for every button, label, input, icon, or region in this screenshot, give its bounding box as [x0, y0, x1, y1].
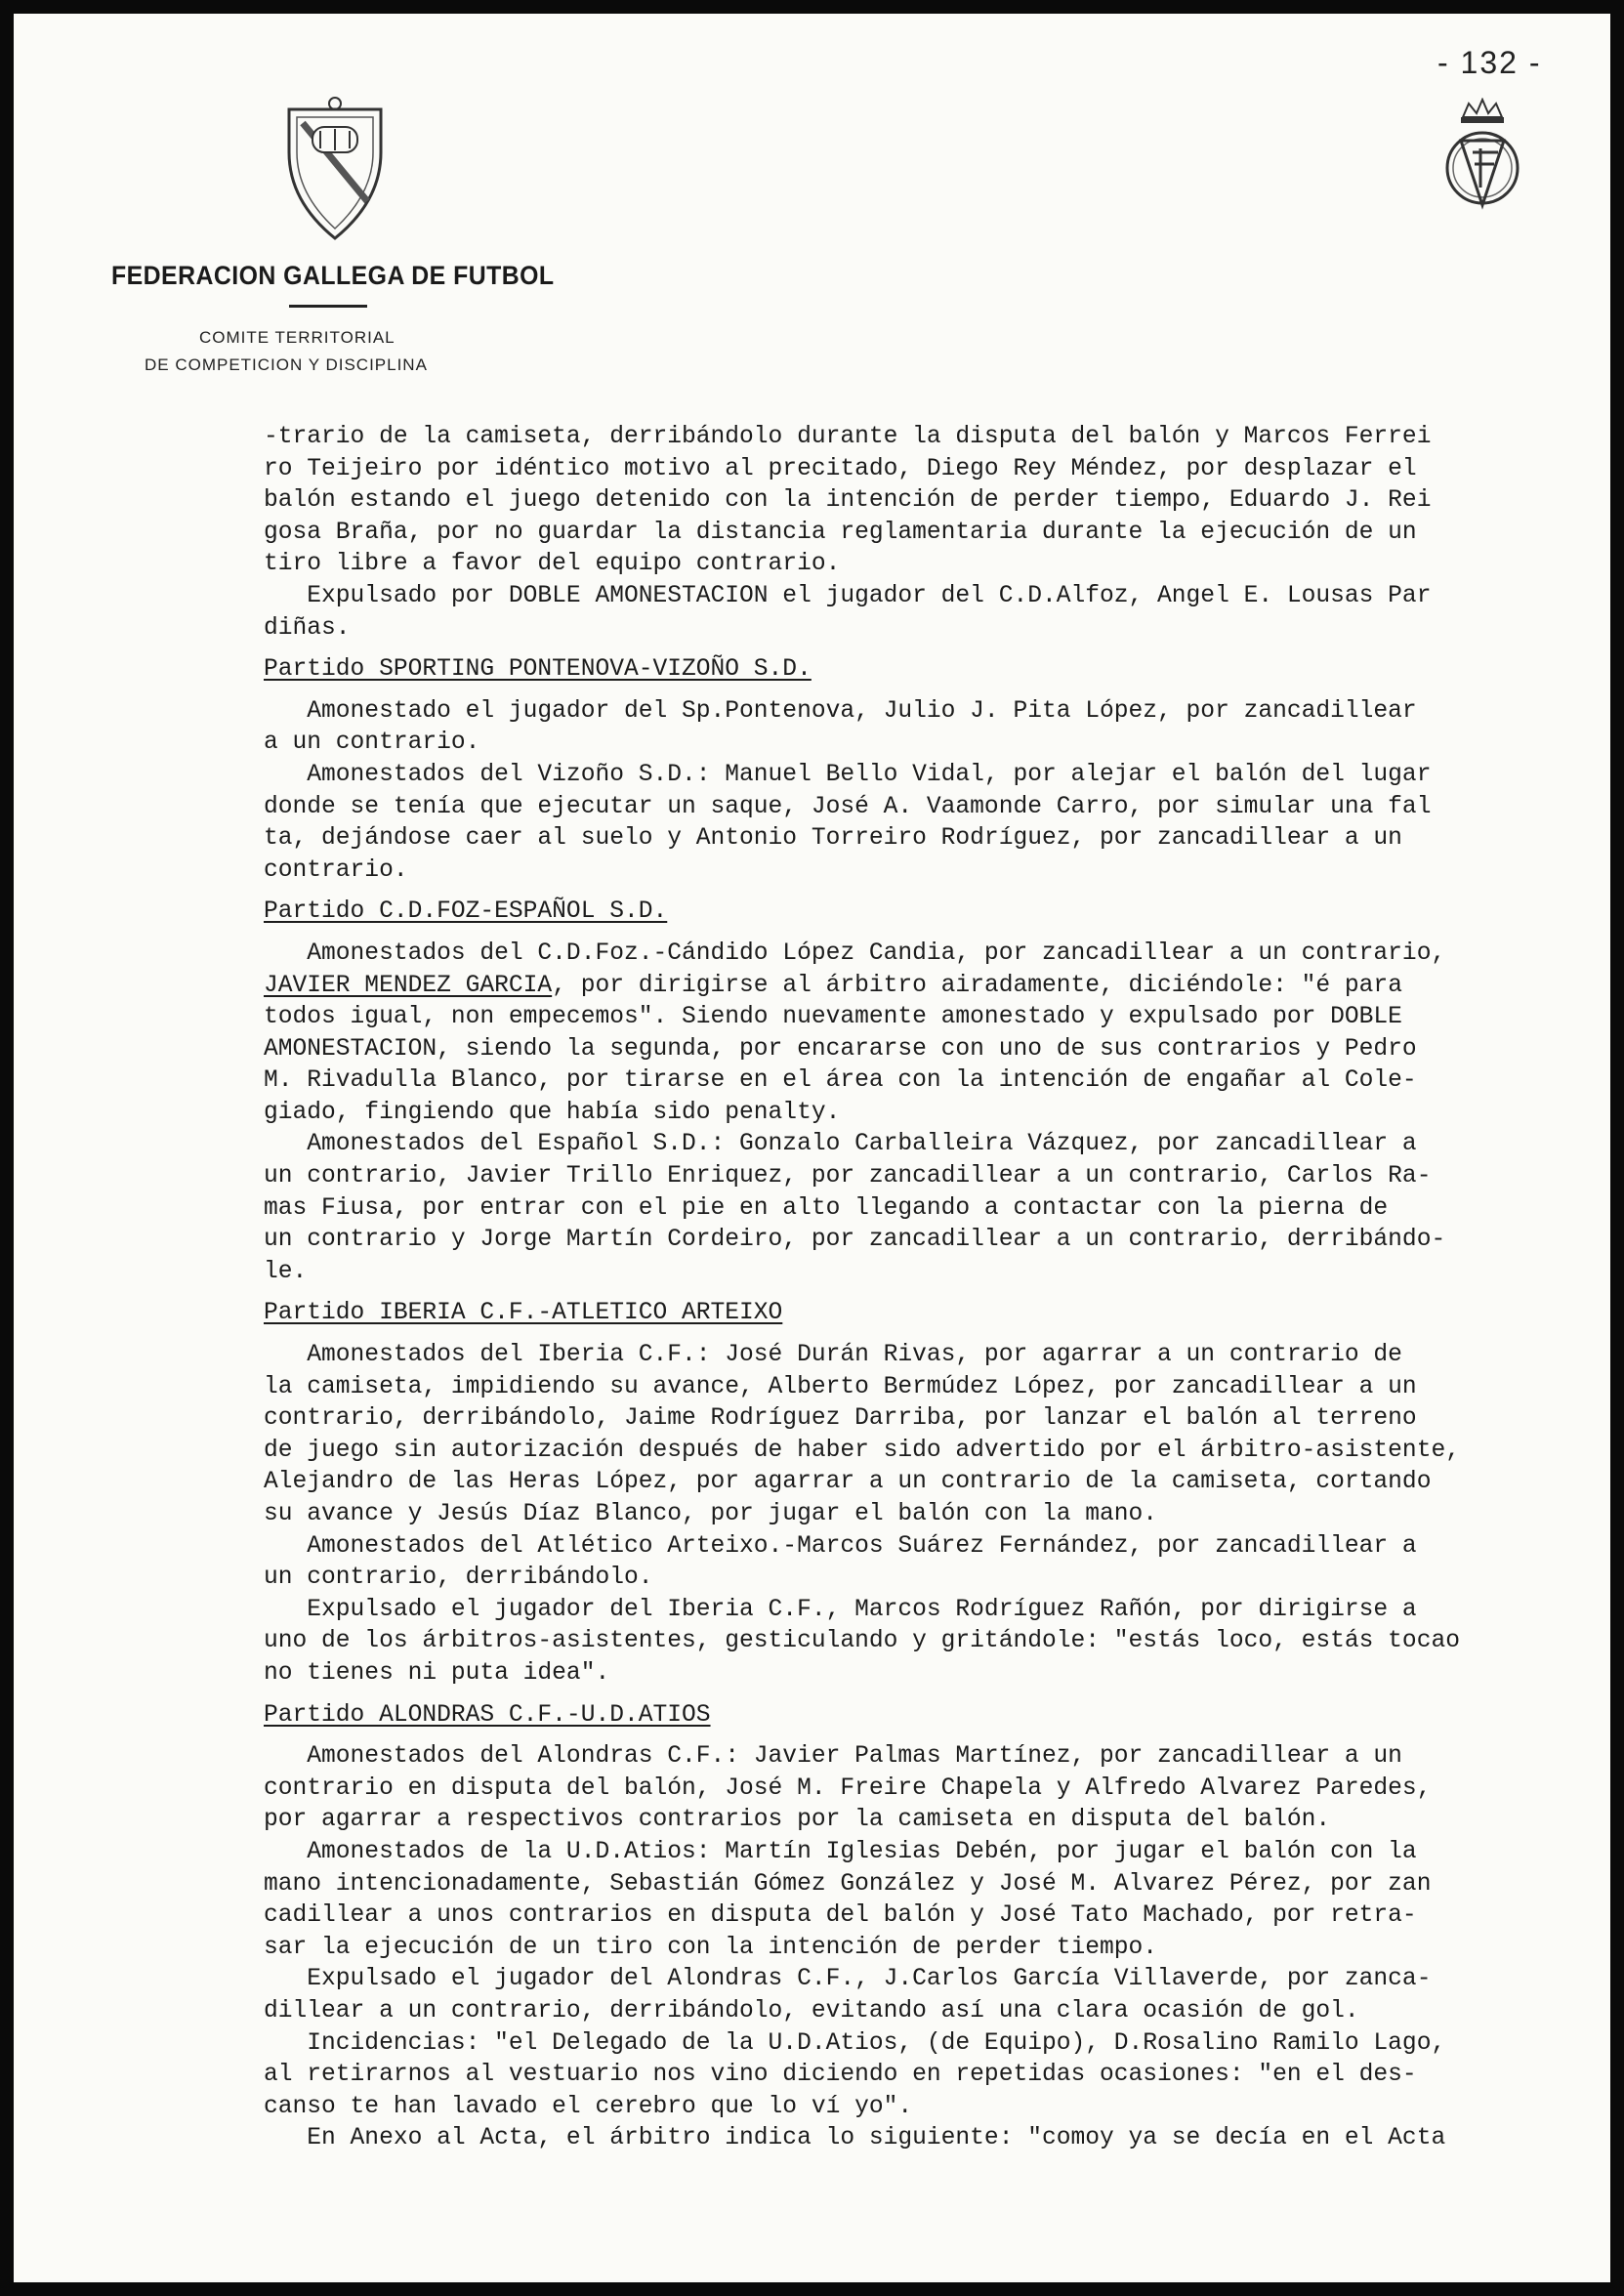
text-line: ro Teijeiro por idéntico motivo al precitado, Diego Rey Méndez, por desplazar el — [264, 455, 1417, 482]
match-heading-text: Partido SPORTING PONTENOVA-VIZOÑO S.D. — [264, 656, 812, 684]
text-line: a un contrario. — [264, 730, 480, 757]
text-line: Expulsado el jugador del Alondras C.F., J.Carlos García Villaverde, por zanca- — [264, 1966, 1432, 1993]
text-line: un contrario, Javier Trillo Enriquez, por zancadillear a un contrario, Carlos Ra- — [264, 1163, 1432, 1190]
committee-line-1: COMITE TERRITORIAL — [199, 328, 396, 347]
text-line: balón estando el juego detenido con la intención de perder tiempo, Eduardo J. Rei — [264, 487, 1432, 515]
text-line: cadillear a unos contrarios en disputa del balón y José Tato Machado, por retra- — [264, 1902, 1417, 1930]
galician-federation-crest-icon — [283, 94, 387, 242]
text-line: un contrario y Jorge Martín Cordeiro, por zancadillear a un contrario, derribándo- — [264, 1227, 1446, 1254]
text-line: donde se tenía que ejecutar un saque, José A. Vaamonde Carro, por simular una fal — [264, 793, 1432, 820]
match-heading-text: Partido ALONDRAS C.F.-U.D.ATIOS — [264, 1701, 711, 1729]
text-line: uno de los árbitros-asistentes, gesticulando y gritándole: "estás loco, estás tocao — [264, 1628, 1460, 1655]
text-line: Amonestados de la U.D.Atios: Martín Iglesias Debén, por jugar el balón con la — [264, 1838, 1417, 1865]
text-line: Incidencias: "el Delegado de la U.D.Atios, (de Equipo), D.Rosalino Ramilo Lago, — [264, 2029, 1446, 2057]
text-line: Alejandro de las Heras López, por agarrar a un contrario de la camiseta, cortando — [264, 1469, 1432, 1496]
text-line: canso te han lavado el cerebro que lo ví yo". — [264, 2093, 913, 2120]
text-line: la camiseta, impidiendo su avance, Alberto Bermúdez López, por zancadillear a un — [264, 1373, 1417, 1400]
text-line: Amonestados del Iberia C.F.: José Durán Rivas, por agarrar a un contrario de — [264, 1342, 1402, 1369]
text-line: En Anexo al Acta, el árbitro indica lo siguiente: "comoy ya se decía en el Acta — [264, 2125, 1446, 2152]
text-line: le. — [264, 1258, 308, 1285]
spanish-federation-crest-icon — [1441, 98, 1523, 215]
text-line: contrario. — [264, 856, 408, 884]
text-line: sar la ejecución de un tiro con la intención de perder tiempo. — [264, 1934, 1158, 1961]
text-line: gosa Braña, por no guardar la distancia reglamentaria durante la ejecución de un — [264, 519, 1417, 546]
text-line: su avance y Jesús Díaz Blanco, por jugar el balón con la mano. — [264, 1501, 1158, 1527]
text-line: Amonestados del Atlético Arteixo.-Marcos Suárez Fernández, por zancadillear a — [264, 1532, 1417, 1560]
text-line: no tienes ni puta idea". — [264, 1659, 610, 1687]
document-body — [264, 422, 1610, 2155]
match-heading — [264, 897, 1610, 929]
match-heading-text: Partido IBERIA C.F.-ATLETICO ARTEIXO — [264, 1300, 783, 1327]
text-line: mano intencionadamente, Sebastián Gómez González y José M. Alvarez Pérez, por zan — [264, 1870, 1432, 1898]
text-fragment: , por dirigirse al árbitro airadamente, diciéndole: "é para — [552, 972, 1402, 999]
text-line: ta, dejándose caer al suelo y Antonio Torreiro Rodríguez, por zancadillear a un — [264, 825, 1402, 853]
committee-line-2: DE COMPETICION Y DISCIPLINA — [145, 355, 428, 374]
text-line: Expulsado el jugador del Iberia C.F., Marcos Rodríguez Rañón, por dirigirse a — [264, 1596, 1417, 1623]
text-line — [264, 971, 1610, 1003]
text-line: Amonestados del Alondras C.F.: Javier Palmas Martínez, por zancadillear a un — [264, 1743, 1402, 1771]
text-line: de juego sin autorización después de haber sido advertido por el árbitro-asistente, — [264, 1437, 1460, 1464]
text-line: AMONESTACION, siendo la segunda, por encararse con uno de sus contrarios y Pedro — [264, 1035, 1417, 1063]
text-line: por agarrar a respectivos contrarios por la camiseta en disputa del balón. — [264, 1807, 1331, 1834]
text-line: Amonestados del Español S.D.: Gonzalo Carballeira Vázquez, por zancadillear a — [264, 1131, 1417, 1158]
title-divider — [289, 305, 367, 308]
text-line: Expulsado por DOBLE AMONESTACION el jugador del C.D.Alfoz, Angel E. Lousas Par — [264, 582, 1432, 609]
text-line: Amonestados del C.D.Foz.-Cándido López Candia, por zancadillear a un contrario, — [264, 939, 1446, 967]
text-line: giado, fingiendo que había sido penalty. — [264, 1099, 841, 1126]
text-line: Amonestado el jugador del Sp.Pontenova, Julio J. Pita López, por zancadillear — [264, 697, 1417, 725]
text-line: Amonestados del Vizoño S.D.: Manuel Bello Vidal, por alejar el balón del lugar — [264, 761, 1432, 788]
text-line: diñas. — [264, 614, 351, 642]
text-line: -trario de la camiseta, derribándolo durante la disputa del balón y Marcos Ferrei — [264, 424, 1432, 450]
document-page — [14, 14, 1610, 2282]
match-heading — [264, 1298, 1610, 1330]
underlined-player-name: JAVIER MENDEZ GARCIA — [264, 972, 553, 999]
page-number: - 132 - — [1437, 45, 1542, 80]
text-line: dillear a un contrario, derribándolo, evitando así una clara ocasión de gol. — [264, 1997, 1359, 2025]
match-heading — [264, 654, 1610, 687]
text-line: contrario, derribándolo, Jaime Rodríguez Darriba, por lanzar el balón al terreno — [264, 1405, 1417, 1433]
text-line: contrario en disputa del balón, José M. Freire Chapela y Alfredo Alvarez Paredes, — [264, 1774, 1432, 1802]
text-line: M. Rivadulla Blanco, por tirarse en el área con la intención de engañar al Cole- — [264, 1067, 1417, 1095]
match-heading-text: Partido C.D.FOZ-ESPAÑOL S.D. — [264, 898, 668, 926]
federation-title: FEDERACION GALLEGA DE FUTBOL — [111, 261, 555, 290]
text-line: tiro libre a favor del equipo contrario. — [264, 551, 841, 578]
text-line: todos igual, non empecemos". Siendo nuevamente amonestado y expulsado por DOBLE — [264, 1004, 1402, 1031]
text-line: un contrario, derribándolo. — [264, 1565, 653, 1592]
match-heading — [264, 1700, 1610, 1732]
text-line: mas Fiusa, por entrar con el pie en alto llegando a contactar con la pierna de — [264, 1194, 1389, 1222]
text-line: al retirarnos al vestuario nos vino diciendo en repetidas ocasiones: "en el des- — [264, 2062, 1417, 2089]
